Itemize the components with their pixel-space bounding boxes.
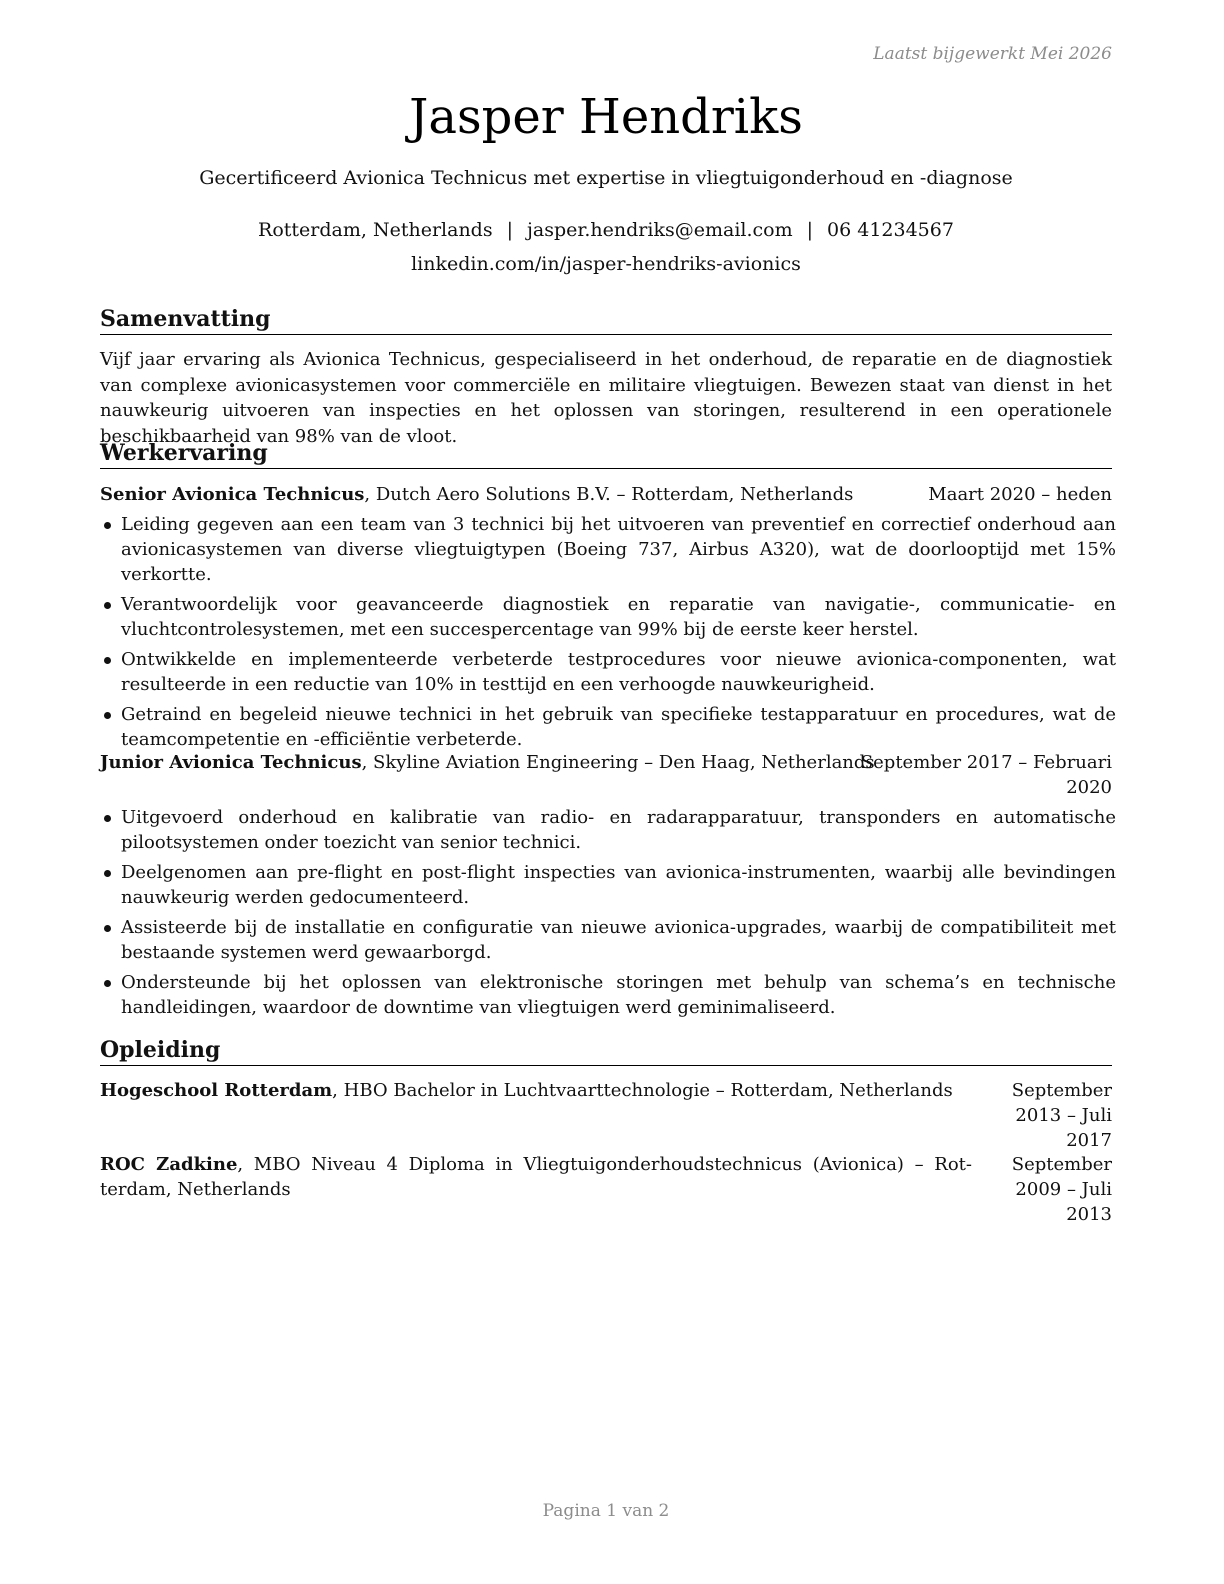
education-entry [100,1078,972,1103]
phone: 06 41234567 [827,219,954,241]
job-employer: , Dutch Aero Solutions B.V. – Rotterdam, Netherlands [364,484,854,505]
education-dates [972,1152,1112,1227]
section-title-education: Opleiding [100,1036,1112,1066]
candidate-name: Jasper Hendriks [409,89,803,145]
school-name: Hogeschool Rotterdam [100,1080,333,1101]
education-dates-line: September 2013 – Juli [1011,1080,1112,1126]
separator: | [806,219,814,241]
separator: | [506,219,514,241]
job-title-line [100,750,875,775]
list-item: Ondersteunde bij het oplossen van elektronische storingen met behulp van schema’s en technische handleidingen, waardoor de downtime van vliegtuigen werd geminimaliseerd. [100,970,1116,1020]
education-dates [972,1078,1112,1153]
education-dates-line: 2013 [1066,1204,1112,1225]
job-bullets [100,512,1116,757]
job-dates [861,750,1112,800]
job-title-line [100,482,853,507]
education-entry [100,1152,972,1202]
degree-details: , MBO Niveau 4 Diploma in Vliegtuigonderhoudstechnicus (Avionica) – Rotterdam, Netherlands [100,1154,973,1200]
job-dates-line: September 2017 – Februari [860,752,1112,773]
education-dates-line: September 2009 – Juli [1011,1154,1112,1200]
job-role: Junior Avionica Technicus [100,752,362,773]
resume-page [100,0,1116,1584]
email-link[interactable]: jasper.hendriks@email.com [527,219,793,241]
job-employer: , Skyline Aviation Engineering – Den Haag, Netherlands [361,752,875,773]
list-item: Verantwoordelijk voor geavanceerde diagnostiek en reparatie van navigatie-, communicatie- en vluchtcontrolesystemen, met een succespercentage van 99% bij de eerste keer herstel. [100,592,1116,642]
summary-text: Vijf jaar ervaring als Avionica Technicus, gespecialiseerd in het onderhoud, de reparatie en de diagnostiek van complexe avionicasystemen voor commerciële en militaire vliegtuigen. Bewezen staat van dienst in het nauwkeurig uitvoeren van inspecties en het oplossen van storingen, resulterend in een operationele beschikbaarheid van 98% van de vloot. [100,349,1112,447]
list-item: Assisteerde bij de installatie en configuratie van nieuwe avionica-upgrades, waarbij de compatibiliteit met bestaande systemen werd gewaarborgd. [100,915,1116,965]
education-dates-line: 2017 [1066,1130,1112,1151]
job-header [100,750,1112,800]
list-item: Ontwikkelde en implementeerde verbeterde testprocedures voor nieuwe avionica-componenten, wat resulteerde in een reductie van 10% in testtijd en een verhoogde nauwkeurigheid. [100,647,1116,697]
last-updated: Laatst bijgewerkt Mei 2026 [873,44,1112,64]
section-title-experience: Werkervaring [100,439,1112,469]
job-dates: Maart 2020 – heden [928,484,1112,505]
school-name: ROC Zadkine [100,1154,238,1175]
tagline: Gecertificeerd Avionica Technicus met expertise in vliegtuigonderhoud en -diagnose [199,167,1013,189]
job-bullets [100,805,1116,1025]
job-role: Senior Avionica Technicus [100,484,365,505]
page-number: Pagina 1 van 2 [542,1501,670,1521]
list-item: Getraind en begeleid nieuwe technici in het gebruik van specifieke testapparatuur en procedures, wat de teamcompetentie en -efficiëntie verbeterde. [100,702,1116,752]
job-dates-line: 2020 [1066,777,1112,798]
contact-line [100,219,1112,241]
list-item: Deelgenomen aan pre-flight en post-flight inspecties van avionica-instrumenten, waarbij alle bevindingen nauwkeurig werden gedocumenteerd. [100,860,1116,910]
section-title-summary: Samenvatting [100,305,1112,335]
linkedin-link[interactable]: linkedin.com/in/jasper-hendriks-avionics [411,253,801,275]
list-item: Uitgevoerd onderhoud en kalibratie van radio- en radarapparatuur, transponders en automatische pilootsystemen onder toezicht van senior technici. [100,805,1116,855]
degree-details: , HBO Bachelor in Luchtvaarttechnologie – Rotterdam, Netherlands [332,1080,953,1101]
list-item: Leiding gegeven aan een team van 3 technici bij het uitvoeren van preventief en correctief onderhoud aan avionicasystemen van diverse vliegtuigtypen (Boeing 737, Airbus A320), wat de doorlooptijd met 15% verkortte. [100,512,1116,587]
location: Rotterdam, Netherlands [258,219,493,241]
